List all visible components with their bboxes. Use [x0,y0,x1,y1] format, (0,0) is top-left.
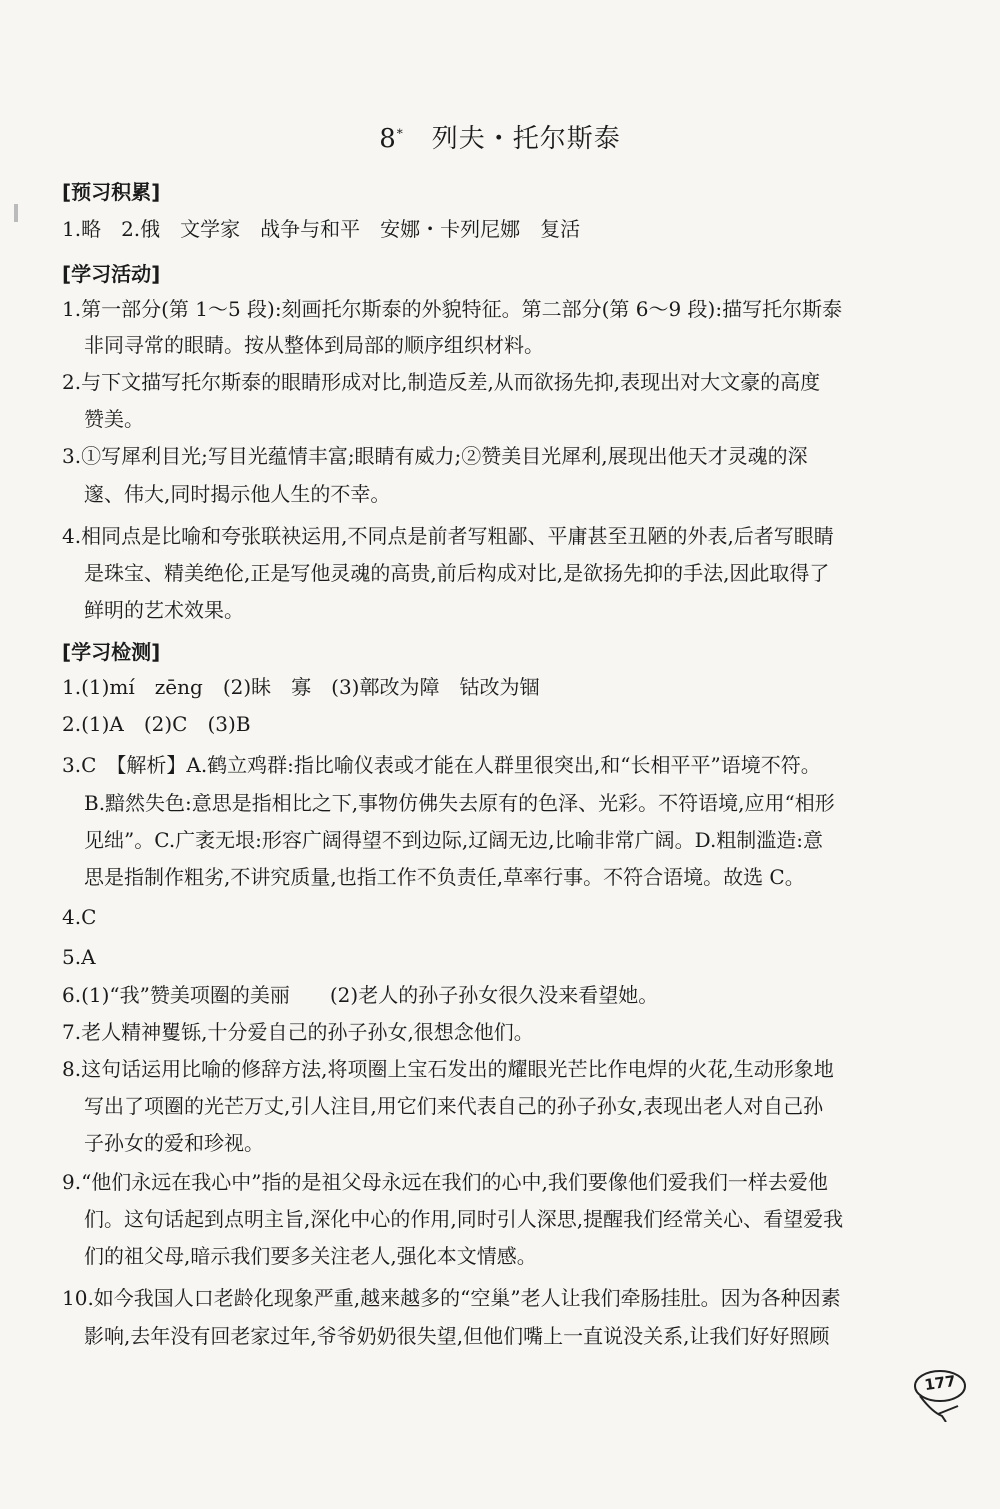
answer-line: 1.略 2.俄 文学家 战争与和平 安娜・卡列尼娜 复活 [62,217,581,241]
answer-line: 们。这句话起到点明主旨,深化中心的作用,同时引人深思,提醒我们经常关心、看望爱我 [84,1207,844,1231]
answer-line: 赞美。 [84,407,144,431]
answer-line: 子孙女的爱和珍视。 [84,1131,264,1155]
answer-line: 2.(1)A (2)C (3)B [62,712,251,736]
answer-line: 4.相同点是比喻和夸张联袂运用,不同点是前者写粗鄙、平庸甚至丑陋的外表,后者写眼睛 [62,524,834,548]
page-number: 177 [923,1371,957,1395]
answer-line: 1.(1)mí zēng (2)眛 寡 (3)鄣改为障 钴改为锢 [62,675,540,699]
answer-line: 4.C [62,905,97,929]
answer-line: 非同寻常的眼睛。按从整体到局部的顺序组织材料。 [84,333,544,357]
answer-line: 8.这句话运用比喻的修辞方法,将项圈上宝石发出的耀眼光芒比作电焊的火花,生动形象地 [62,1057,834,1081]
section-preview: [预习积累] [62,180,161,204]
answer-line: 9.“他们永远在我心中”指的是祖父母永远在我们的心中,我们要像他们爱我们一样去爱他 [62,1170,828,1194]
page-title [0,118,1000,155]
answer-line: 6.(1)“我”赞美项圈的美丽 (2)老人的孙子孙女很久没来看望她。 [62,983,659,1007]
margin-mark [14,204,18,222]
answer-line: 鲜明的艺术效果。 [84,598,244,622]
answer-line: 们的祖父母,暗示我们要多关注老人,强化本文情感。 [84,1244,537,1268]
answer-line: 10.如今我国人口老龄化现象严重,越来越多的“空巢”老人让我们牵肠挂肚。因为各种因素 [62,1286,841,1310]
section-activity: [学习活动] [62,262,161,286]
answer-line: 3.①写犀利目光;写目光蕴情丰富;眼睛有威力;②赞美目光犀利,展现出他天才灵魂的深 [62,444,808,468]
answer-line: 5.A [62,945,96,969]
answer-line: 3.C 【解析】A.鹤立鸡群:指比喻仪表或才能在人群里很突出,和“长相平平”语境不符。 [62,753,821,777]
answer-line: 7.老人精神矍铄,十分爱自己的孙子孙女,很想念他们。 [62,1020,534,1044]
answer-line: 是珠宝、精美绝伦,正是写他灵魂的高贵,前后构成对比,是欲扬先抑的手法,因此取得了 [84,561,830,585]
title-text: 列夫・托尔斯泰 [431,124,621,154]
answer-line: 见绌”。C.广袤无垠:形容广阔得望不到边际,辽阔无边,比喻非常广阔。D.粗制滥造:意 [84,828,824,852]
answer-line: 写出了项圈的光芒万丈,引人注目,用它们来代表自己的孙子孙女,表现出老人对自己孙 [84,1094,824,1118]
answer-line: 思是指制作粗劣,不讲究质量,也指工作不负责任,草率行事。不符合语境。故选 C。 [84,865,805,889]
section-test: [学习检测] [62,640,161,664]
answer-line: 影响,去年没有回老家过年,爷爷奶奶很失望,但他们嘴上一直说没关系,让我们好好照顾 [84,1324,830,1348]
answer-line: 2.与下文描写托尔斯泰的眼睛形成对比,制造反差,从而欲扬先抑,表现出对大文豪的高度 [62,370,821,394]
title-number: 8* [379,124,404,154]
answer-line: 邃、伟大,同时揭示他人生的不幸。 [84,482,391,506]
answer-line: B.黯然失色:意思是指相比之下,事物仿佛失去原有的色泽、光彩。不符语境,应用“相形 [84,791,835,815]
answer-line: 1.第一部分(第 1～5 段):刻画托尔斯泰的外貌特征。第二部分(第 6～9 段):描写托尔斯泰 [62,297,843,321]
